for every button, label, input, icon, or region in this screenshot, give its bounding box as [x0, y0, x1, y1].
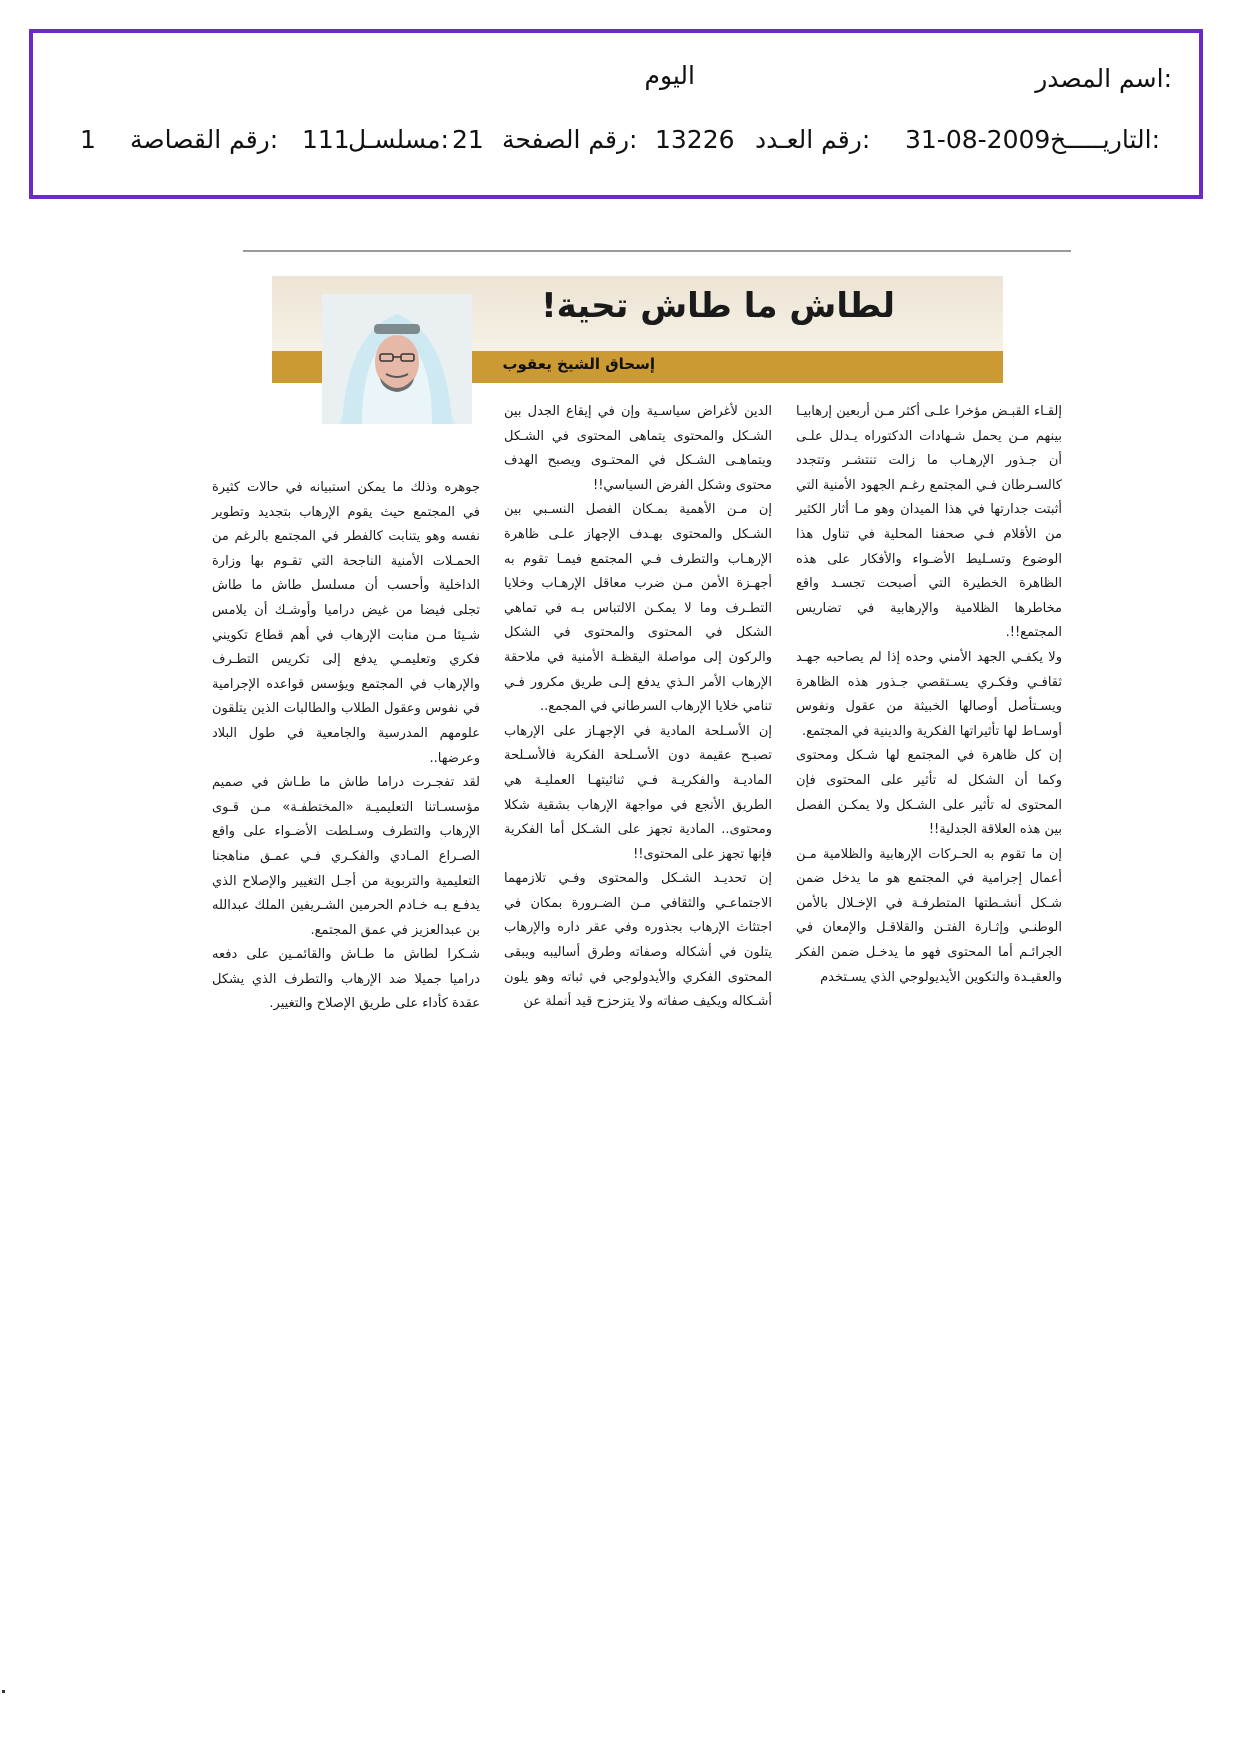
- source-value: اليوم: [644, 61, 695, 90]
- paragraph: جوهره وذلك ما يمكن استبيانه في حالات كثيرة في المجتمع حيث يقوم الإرهاب بتجديد وتطوير نفسه وهو يتنابت كالفطر في المجتمع بالرغم من الحمـلات الأمنية الناجحة التي تقـوم بها وزارة الداخلية وأحسب أن مسلسل طاش ما طاش تجلى فيضا من غيض دراميا وأوشـك أن يلامس شـيئا مـن منابت الإرهاب في أهم قطاع تكويني فكري وتعليمـي يدفع إلى تكريس التطـرف والإرهاب في المجتمع ويؤسس قواعده الإجرامية في نفوس وعقول الطلاب والطالبات الذين يتلقون علومهم المدرسية والجامعية في طول البلاد وعرضها..: [212, 480, 480, 766]
- paragraph: الدين لأغراض سياسـية وإن في إيقاع الجدل بين الشـكل والمحتوى يتماهى المحتوى في الشـكل ويتماهـى الشـكل في المحتـوى ويصبح الهدف محتوى وشكل الفرض السياسي!!: [504, 404, 772, 493]
- scan-mark: [2, 1690, 5, 1693]
- issue-label: رقم العـدد:: [755, 125, 871, 154]
- serial-label: مسلسـل:: [348, 125, 449, 154]
- paragraph: إلقـاء القبـض مؤخرا علـى أكثر مـن أربعين إرهابيـا بينهم مـن يحمل شـهادات الدكتوراه يـدلل علـى أن جـذور الإرهـاب ما زالت تنتشـر وتتجدد كالسـرطان فـي المجتمع رغـم الجهود الأمنية التي أثبتت جدارتها في هذا الميدان وهو مـا أثار الكثير من الأقلام فـي صحفنا المحلية في تناول هذا الوضوع وتسـليط الأضـواء والأفكار على هذه الظاهرة الخطيرة التي أصبحت تجسـد واقع مخاطرها الظلامية والإرهابية في تضاريس المجتمع!!.: [796, 404, 1062, 641]
- issue-value: 13226: [655, 125, 735, 154]
- article-title: لطاش ما طاش تحية!: [541, 286, 895, 326]
- metadata-box: [29, 29, 1203, 199]
- page-value: 21: [452, 125, 484, 154]
- article-column-2: [504, 400, 772, 1015]
- paragraph: إن مـن الأهمية بمـكان الفصل النسـبي بين الشـكل والمحتوى بهـدف الإجهاز علـى ظاهرة الإرهـاب والتطرف فـي المجتمع فيمـا تقوم به أجهـزة الأمن مـن ضرب معاقل الإرهـاب وخلايا التطـرف وما لا يمكـن الالتباس بـه في تماهي الشكل في المحتوى والمحتوى في الشكل والركون إلى مواصلة اليقظـة الأمنية في ملاحقة الإرهاب الأمر الـذي يدفع إلـى طريق مكرور فـي تنامي خلايا الإرهاب السرطاني في المجمع..: [504, 502, 772, 715]
- source-label: اسم المصدر:: [1035, 64, 1172, 93]
- clip-label: رقم القصاصة:: [130, 125, 279, 154]
- paragraph: شـكرا لطاش ما طـاش والقائمـين على دفعه دراميا جميلا ضد الإرهاب والتطرف الذي يشكل عقدة كأداء على طريق الإصلاح والتغيير.: [212, 947, 480, 1012]
- paragraph: ولا يكفـي الجهد الأمني وحده إذا لم يصاحبه جهـد ثقافـي وفكـري يسـتقصي جـذور هذه الظاهرة ويسـتأصل أوصالها الخبيثة من عقول ونفوس أوسـاط لها تأثيراتها الفكرية والدينية في المجتمع.: [796, 649, 1062, 739]
- date-value: 31-08-2009: [905, 125, 1051, 154]
- author-portrait-icon: [322, 294, 472, 424]
- separator-line: [243, 250, 1071, 252]
- clip-value: 1: [80, 125, 96, 154]
- paragraph: إن تحديـد الشـكل والمحتوى وفـي تلازمهما الاجتماعـي والثقافي مـن الضـرورة بمكان في اجتثاث الإرهاب بجذوره وفي عقر داره والإرهاب يتلون في أشكاله وصفاته وطرق أساليبه ويبقى المحتوى الفكري والأيدولوجي في ثباته وهو يلون أشـكاله ويكيف صفاته ولا يتزحزح قيد أنملة عن: [504, 871, 772, 1010]
- date-label: التاريـــــخ:: [1050, 125, 1160, 154]
- article-author: إسحاق الشيخ يعقوب: [502, 355, 655, 373]
- serial-value: 111: [302, 125, 350, 154]
- paragraph: إن ما تقوم به الحـركات الإرهابية والظلامية مـن أعمال إجرامية في المجتمع هو ما يدخل ضمن شـكل أنشـطتها المتطرفـة في الإخـلال بالأمن الوطنـي وإثـارة الفتـن والقلاقـل والإمعان في الجرائـم أما المحتوى فهو ما يدخـل ضمن الفكر والعقيـدة والتكوين الأيديولوجي الذي يسـتخدم: [796, 846, 1062, 985]
- article-column-3: [212, 476, 480, 1017]
- article-column-1: [796, 400, 1062, 990]
- paragraph: لقد تفجـرت دراما طاش ما طـاش في صميم مؤسسـاتنا التعليميـة «المختطفـة» مـن قـوى الإرهاب والتطرف وسـلطت الأضـواء على واقع الصـراع المـادي والفكـري فـي عمـق مناهجنا التعليمية والتربوية من أجـل التغيير والإصلاح الذي يدفـع بـه خـادم الحرمين الشـريفين الملك عبدالله بن عبدالعزيز في عمق المجتمع.: [212, 775, 480, 938]
- page-label: رقم الصفحة:: [502, 125, 638, 154]
- paragraph: إن كل ظاهرة في المجتمع لها شـكل ومحتوى وكما أن الشكل له تأثير على المحتوى فإن المحتوى له تأثير على الشـكل ولا يمكـن الفصل بين هذه العلاقة الجدلية!!: [796, 748, 1062, 838]
- paragraph: إن الأسـلحة المادية في الإجهـاز على الإرهاب تصبـح عقيمة دون الأسـلحة الفكرية فالأسـلحة الماديـة والفكريـة فـي ثنائيتهـا العمليـة هي الطريق الأنجع في مواجهة الإرهاب بشقية شكلا ومحتوى.. المادية تجهز على الشـكل أما الفكرية فإنها تجهز على المحتوى!!: [504, 723, 772, 862]
